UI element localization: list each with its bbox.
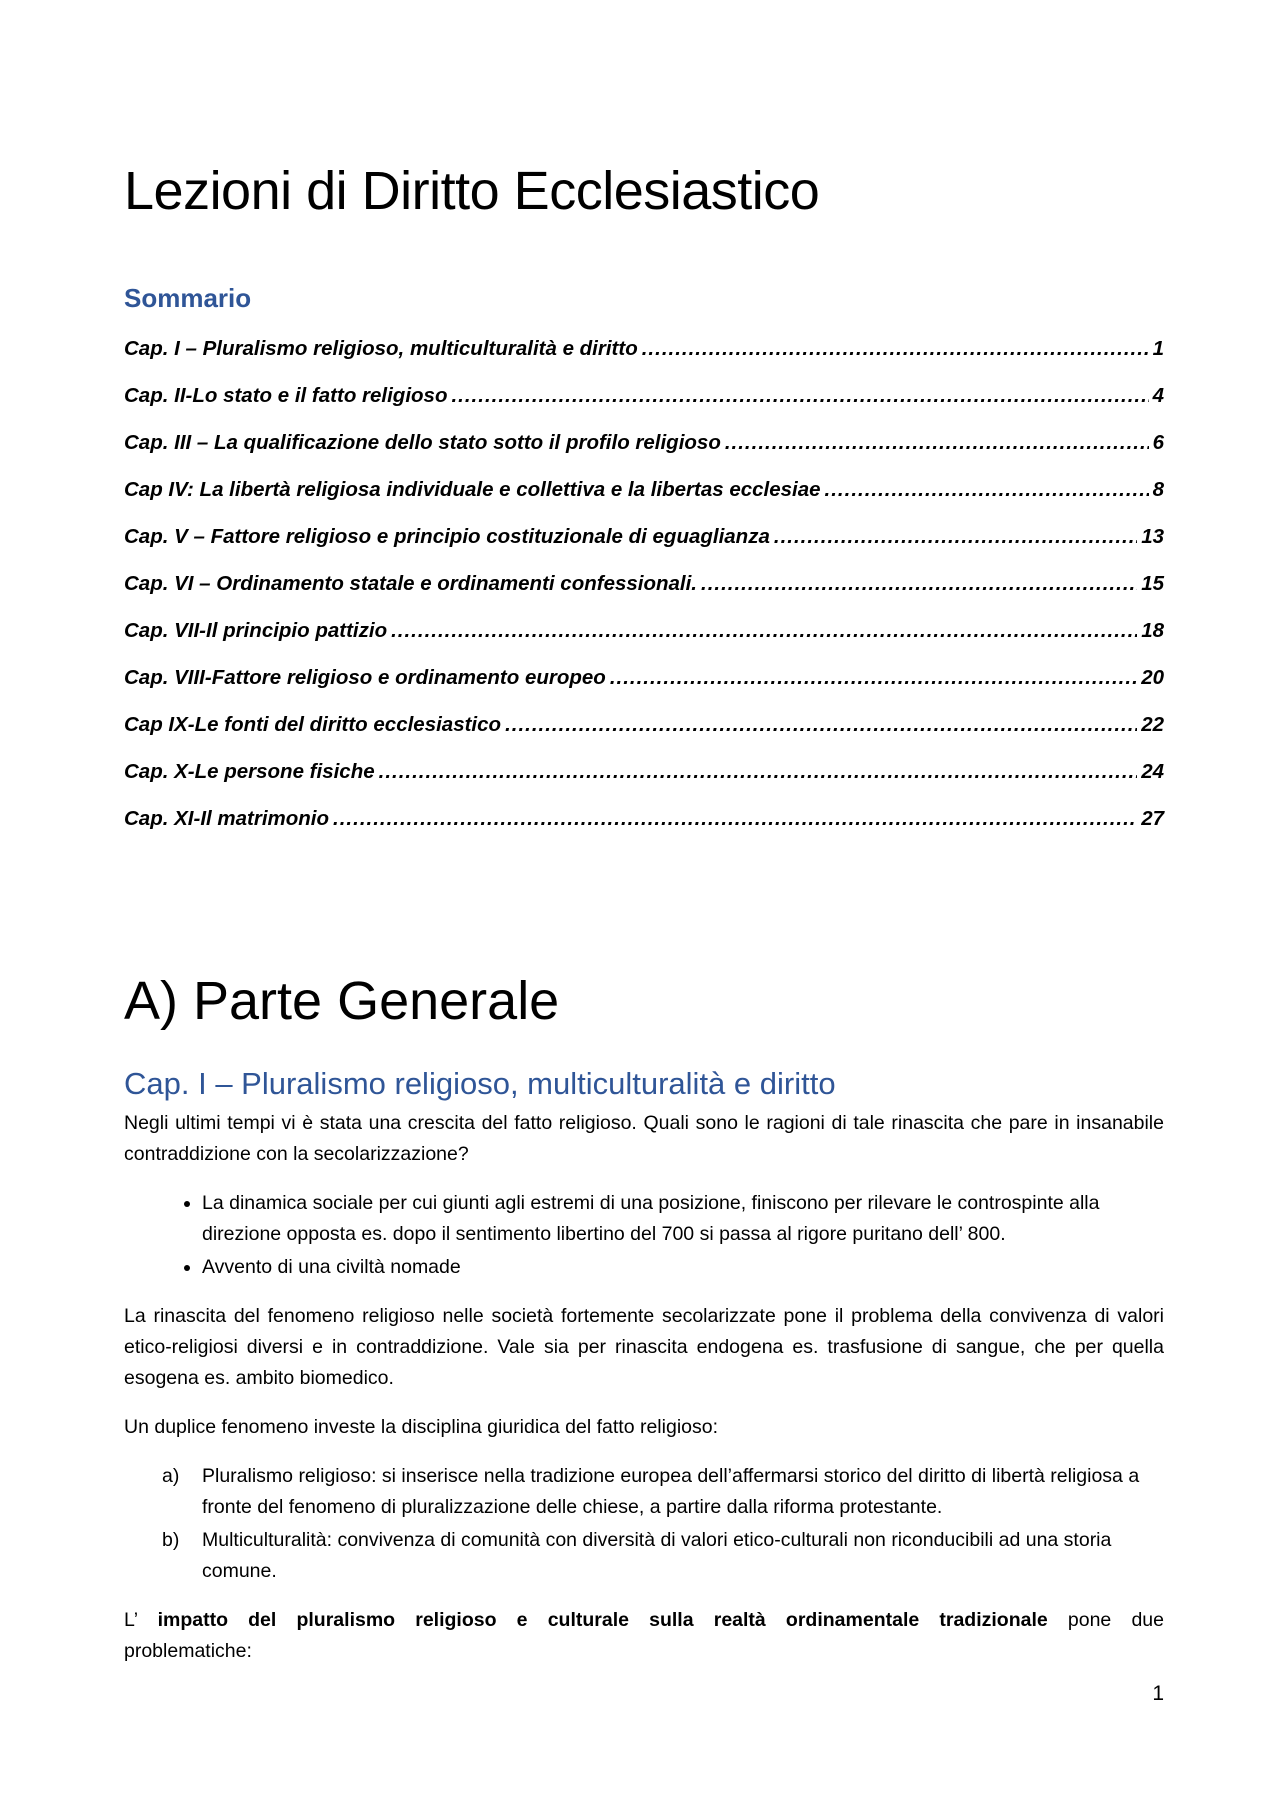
toc-entry-page: 13 <box>1141 525 1164 548</box>
toc-entry-5[interactable] <box>124 525 1164 572</box>
toc-entry-page: 4 <box>1152 384 1164 407</box>
toc-leader-dots <box>774 525 1137 549</box>
list-marker: a) <box>162 1465 180 1487</box>
toc-entry-11[interactable] <box>124 807 1164 854</box>
toc-entry-9[interactable] <box>124 713 1164 760</box>
toc-entry-label: Cap. III – La qualificazione dello stato sotto il profilo religioso <box>124 431 721 454</box>
list-item <box>162 1525 1164 1587</box>
toc-leader-dots <box>379 760 1138 784</box>
toc-entry-label: Cap IX-Le fonti del diritto ecclesiastico <box>124 713 502 736</box>
toc-entry-8[interactable] <box>124 666 1164 713</box>
toc-entry-label: Cap. I – Pluralismo religioso, multiculturalità e diritto <box>124 337 638 360</box>
document-title: Lezioni di Diritto Ecclesiastico <box>124 161 820 221</box>
body-text <box>124 1108 1164 1685</box>
toc-entry-label: Cap. V – Fattore religioso e principio costituzionale di eguaglianza <box>124 525 770 548</box>
intro-paragraph: Negli ultimi tempi vi è stata una crescita del fatto religioso. Quali sono le ragioni di tale rinascita che pare in insanabile contraddizione con la secolarizzazione? <box>124 1112 1164 1165</box>
toc-leader-dots <box>825 478 1149 502</box>
toc-leader-dots <box>610 666 1137 690</box>
list-item-text: Pluralismo religioso: si inserisce nella tradizione europea dell’affermarsi storico del diritto di libertà religiosa a fronte del fenomeno di pluralizzazione delle chiese, a partire dalla riforma protestante. <box>202 1465 1140 1518</box>
toc-entry-4[interactable] <box>124 478 1164 525</box>
toc-entry-6[interactable] <box>124 572 1164 619</box>
list-item <box>162 1461 1164 1523</box>
impact-paragraph <box>124 1605 1164 1667</box>
toc-entry-label: Cap. II-Lo stato e il fatto religioso <box>124 384 448 407</box>
table-of-contents <box>124 337 1164 854</box>
paragraph: La rinascita del fenomeno religioso nelle società fortemente secolarizzate pone il problema della convivenza di valori etico-religiosi diversi e in contraddizione. Vale sia per rinascita endogena es. trasfusione di sangue, che per quella esogena es. ambito biomedico. <box>124 1305 1164 1389</box>
toc-leader-dots <box>725 431 1149 455</box>
chapter-title: Cap. I – Pluralismo religioso, multiculturalità e diritto <box>124 1066 836 1101</box>
toc-leader-dots <box>391 619 1137 643</box>
impact-bold-text: impatto del pluralismo religioso e culturale sulla realtà ordinamentale tradizionale <box>157 1609 1048 1631</box>
page-number: 1 <box>1152 1682 1164 1705</box>
toc-entry-label: Cap. X-Le persone fisiche <box>124 760 375 783</box>
toc-leader-dots <box>333 807 1137 831</box>
toc-entry-label: Cap. VI – Ordinamento statale e ordinamenti confessionali. <box>124 572 697 595</box>
toc-entry-2[interactable] <box>124 384 1164 431</box>
toc-entry-page: 20 <box>1141 666 1164 689</box>
toc-entry-3[interactable] <box>124 431 1164 478</box>
toc-entry-page: 8 <box>1152 478 1164 501</box>
toc-entry-page: 27 <box>1141 807 1164 830</box>
toc-entry-label: Cap. VIII-Fattore religioso e ordinamento europeo <box>124 666 606 689</box>
toc-heading: Sommario <box>124 283 252 313</box>
toc-entry-7[interactable] <box>124 619 1164 666</box>
toc-entry-label: Cap. XI-Il matrimonio <box>124 807 330 830</box>
toc-entry-page: 1 <box>1152 337 1164 360</box>
impact-prefix: L’ <box>124 1609 138 1631</box>
impact-suffix: pone due problematiche: <box>124 1609 1164 1662</box>
list-item: • La dinamica sociale per cui giunti agli estremi di una posizione, finiscono per rilevare le controspinte alla direzione opposta es. dopo il sentimento libertino del 700 si passa al rigore puritano dell’ 800. <box>202 1188 1164 1250</box>
toc-leader-dots <box>505 713 1137 737</box>
toc-leader-dots <box>451 384 1148 408</box>
list-item: • Avvento di una civiltà nomade <box>202 1252 1164 1283</box>
toc-entry-page: 15 <box>1141 572 1164 595</box>
toc-entry-page: 24 <box>1141 760 1164 783</box>
paragraph: Un duplice fenomeno investe la disciplina giuridica del fatto religioso: <box>124 1416 719 1438</box>
bullet-list <box>124 1188 1164 1283</box>
toc-entry-label: Cap. VII-Il principio pattizio <box>124 619 388 642</box>
list-marker: b) <box>162 1529 180 1551</box>
lettered-list <box>124 1461 1164 1587</box>
toc-leader-dots <box>701 572 1137 596</box>
toc-leader-dots <box>642 337 1149 361</box>
toc-entry-page: 6 <box>1152 431 1164 454</box>
toc-entry-10[interactable] <box>124 760 1164 807</box>
list-item-text: Multiculturalità: convivenza di comunità con diversità di valori etico-culturali non riconducibili ad una storia comune. <box>202 1529 1112 1582</box>
part-title: A) Parte Generale <box>124 971 560 1031</box>
toc-entry-page: 18 <box>1141 619 1164 642</box>
toc-entry-1[interactable] <box>124 337 1164 384</box>
toc-entry-page: 22 <box>1141 713 1164 736</box>
toc-entry-label: Cap IV: La libertà religiosa individuale e collettiva e la libertas ecclesiae <box>124 478 821 501</box>
